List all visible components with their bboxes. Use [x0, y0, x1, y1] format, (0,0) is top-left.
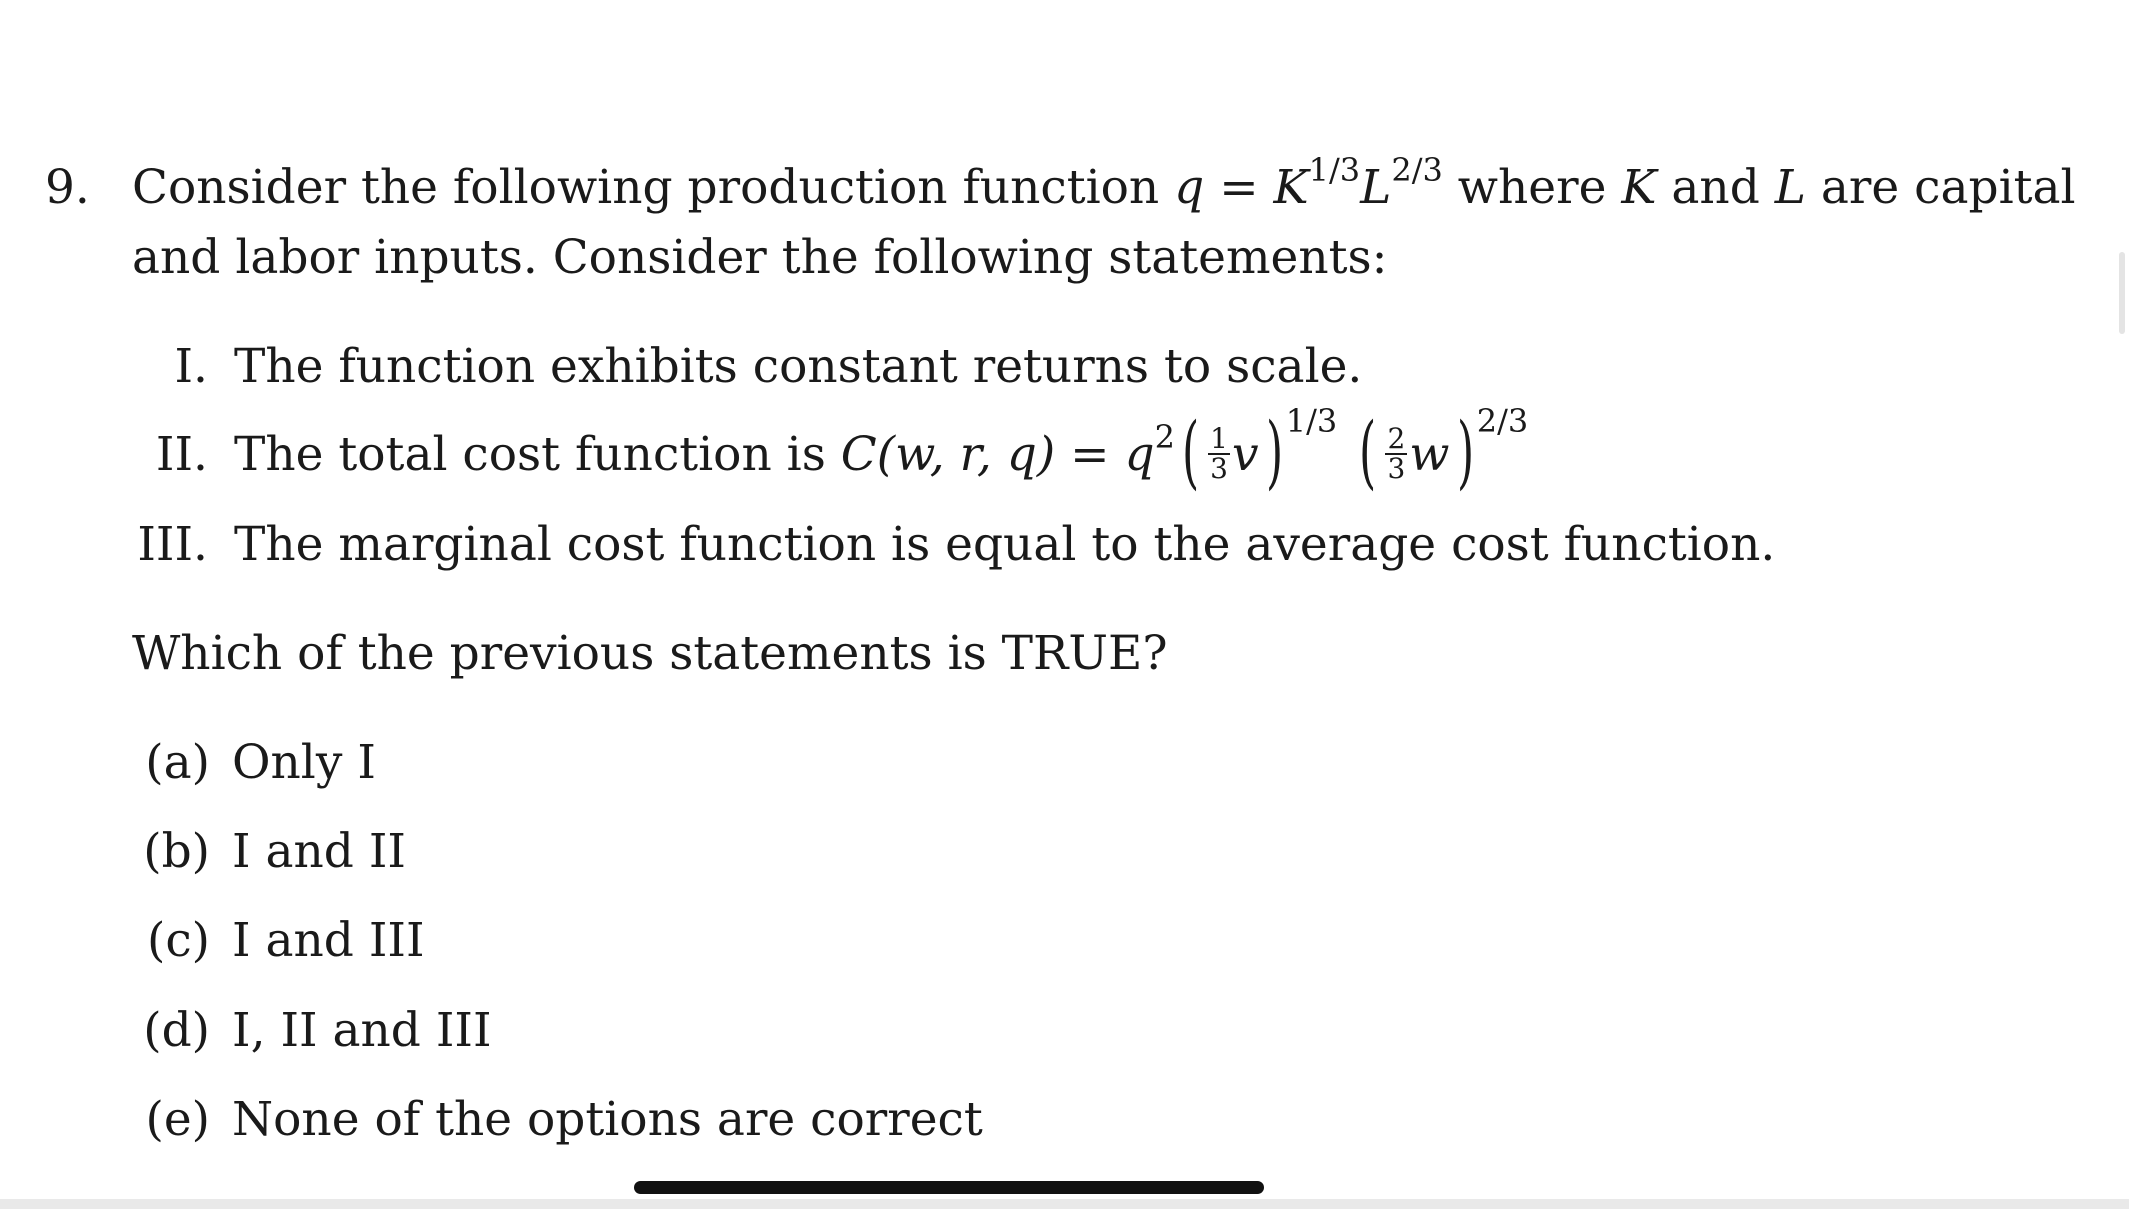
choice-c[interactable]: I and III	[232, 913, 425, 968]
math-equals: =	[1204, 160, 1274, 215]
math-q: q	[1174, 160, 1205, 215]
statement-2	[234, 402, 1529, 498]
math-equals: =	[1055, 427, 1125, 482]
statement-label-3: III.	[137, 517, 208, 572]
fraction-one-third	[1208, 422, 1230, 485]
math-exponent-2: 2/3	[1476, 402, 1529, 440]
math-K-exponent: 1/3	[1308, 151, 1361, 189]
statement-label-2: II.	[155, 427, 208, 482]
math-q: q	[1124, 427, 1155, 482]
choice-label-a: (a)	[145, 735, 210, 790]
choice-label-e: (e)	[145, 1092, 210, 1147]
fraction-numerator: 1	[1210, 422, 1228, 455]
math-L: L	[1360, 160, 1392, 215]
question-number: 9.	[45, 160, 90, 215]
choice-a[interactable]: Only I	[232, 735, 376, 790]
choice-d[interactable]: I, II and III	[232, 1003, 492, 1058]
question-line-2: and labor inputs. Consider the following statements:	[132, 230, 1388, 285]
right-paren: )	[1265, 405, 1283, 498]
math-K: K	[1273, 160, 1309, 215]
math-cost-args: (w, r, q)	[876, 427, 1056, 482]
math-q-exponent: 2	[1154, 418, 1175, 456]
home-indicator[interactable]	[634, 1181, 1264, 1194]
choice-e[interactable]: None of the options are correct	[232, 1092, 983, 1147]
left-paren: (	[1359, 405, 1377, 498]
bottom-edge-bar	[0, 1199, 2129, 1209]
left-paren: (	[1181, 405, 1200, 498]
fraction-numerator: 2	[1387, 422, 1406, 455]
math-w: w	[1409, 427, 1450, 482]
choice-b[interactable]: I and II	[232, 824, 406, 879]
question-prompt: Which of the previous statements is TRUE?	[132, 626, 1168, 681]
scrollbar-track[interactable]	[2115, 0, 2129, 1196]
fraction-denominator: 3	[1387, 452, 1406, 485]
question-text: Consider the following production function	[132, 160, 1175, 215]
scrollbar-thumb[interactable]	[2119, 252, 2125, 334]
choice-label-d: (d)	[143, 1003, 210, 1058]
question-text-capital: are capital	[1805, 160, 2076, 215]
choice-label-c: (c)	[147, 913, 210, 968]
question-line-1	[132, 151, 2076, 222]
right-paren: )	[1456, 405, 1474, 498]
math-K-ref: K	[1621, 160, 1657, 215]
question-text-where: where	[1442, 160, 1622, 215]
math-L-exponent: 2/3	[1391, 151, 1443, 189]
statement-2-text: The total cost function is	[234, 427, 841, 482]
fraction-two-thirds	[1385, 422, 1407, 485]
statement-3: The marginal cost function is equal to the average cost function.	[234, 517, 1776, 572]
statement-1: The function exhibits constant returns to scale.	[234, 339, 1363, 394]
math-L-ref: L	[1774, 160, 1806, 215]
statement-label-1: I.	[174, 339, 208, 394]
question-text-and: and	[1656, 160, 1775, 215]
math-exponent-1: 1/3	[1285, 402, 1338, 440]
fraction-denominator: 3	[1210, 452, 1228, 485]
math-C: C	[840, 427, 877, 482]
math-v: v	[1232, 427, 1259, 482]
choice-label-b: (b)	[143, 824, 210, 879]
